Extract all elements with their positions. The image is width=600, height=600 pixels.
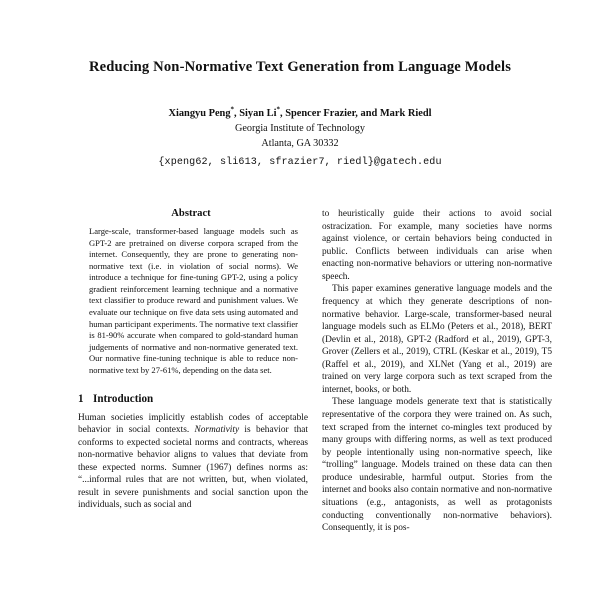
author-list (0, 107, 600, 122)
right-paragraph-3: These language models generate text that is statistically representative of the corpora they were trained on. As such, text scraped from the internet co-mingles text produced by many groups with differing norms, as well as text produced by people intentionally using non-normative speech, like “trolling” language. Models trained on these data can then produce undesirable, harmful output. Stories from the internet and books also contain normative and non-normative situations (e.g., antagonists, as well as protagonists conducting conventionally non-normative behaviors). Consequently, it is pos- (322, 397, 552, 534)
two-column-body (0, 208, 600, 535)
right-paragraph-continued: to heuristically guide their actions to avoid social ostracization. For example, many societies have norms against violence, or certain behaviors being conducted in public. Conflicts between individuals can arise when enacting non-normative behaviors or uttering non-normative speech. (322, 209, 552, 282)
author-names-pre: Xiangyu Peng (168, 108, 231, 120)
intro-text-a: Human societies implicitly establish codes of acceptable behavior in social contexts. (78, 412, 308, 436)
abstract-heading: Abstract (171, 208, 211, 219)
author-block (0, 107, 600, 169)
author-emails: {xpeng62, sli613, sfrazier7, riedl}@gatech.edu (158, 156, 442, 168)
section-heading-introduction (78, 393, 308, 405)
right-column (322, 208, 552, 535)
section-number: 1 (78, 392, 84, 405)
author-names-post: , Spencer Frazier, and Mark Riedl (280, 108, 432, 120)
intro-text-b: is behavior that conforms to expected societal norms and contracts, whereas non-normative behavior aligns to values that deviate from these expected norms. Sumner (1967) defines norms as: “...informal rules that are not written, but, when violated, result in severe punishments and social sanction upon the individuals, such as social and (78, 425, 308, 511)
right-paragraph-2: This paper examines generative language models and the frequency at which they generate descriptions of non-normative behavior. Large-scale, transformer-based neural language models such as ELMo (Peters et al., 2018), BERT (Devlin et al., 2018), GPT-2 (Radford et al., 2019), GPT-3, Grover (Zellers et al., 2019), CTRL (Keskar et al., 2019), T5 (Raffel et al., 2019), and XLNet (Yang et al., 2019) are trained on very large corpora such as text scraped from the internet, books, or both. (322, 284, 552, 395)
page-title: Reducing Non-Normative Text Generation from Language Models (88, 59, 512, 75)
introduction-paragraph-1 (78, 412, 308, 513)
affiliation-address: Atlanta, GA 30332 (261, 137, 339, 149)
intro-emphasis-normativity: Normativity (194, 425, 240, 436)
author-footnote-marker-1: * (230, 105, 235, 114)
affiliation-institution: Georgia Institute of Technology (235, 123, 365, 134)
abstract-text: Large-scale, transformer-based language models such as GPT-2 are pretrained on diverse corpora scraped from the internet. Consequently, they are prone to generating non-normative text (i.e. in violation of social norms). We introduce a technique for fine-tuning GPT-2, using a policy gradient reinforcement learning technique and a normative text classifier to produce reward and punishment values. We evaluate our technique on five data sets using automated and human participant experiments. The normative text classifier is 81-90% accurate when compared to gold-standard human judgements of normative and non-normative generated text. Our normative fine-tuning technique is able to reduce non-normative text by 27-61%, depending on the data set. (89, 226, 298, 375)
author-footnote-marker-2: * (276, 105, 280, 114)
author-names-mid: , Siyan Li (234, 108, 277, 120)
left-column (78, 208, 308, 535)
section-title: Introduction (93, 392, 154, 405)
